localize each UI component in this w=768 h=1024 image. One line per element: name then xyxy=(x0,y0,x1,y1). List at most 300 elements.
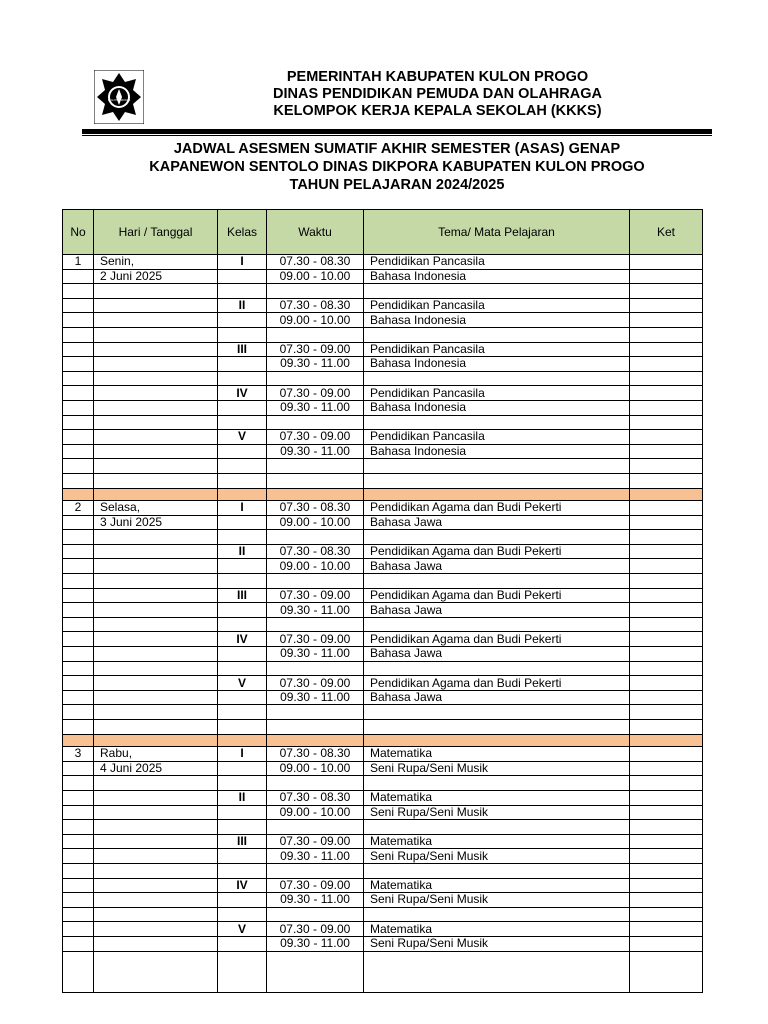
subject-cell: Bahasa Jawa xyxy=(364,647,630,662)
class-cell: II xyxy=(218,298,267,313)
note-cell xyxy=(630,690,703,705)
kulon-progo-logo xyxy=(94,70,144,124)
time-cell: 07.30 - 09.00 xyxy=(267,922,364,937)
table-row xyxy=(63,834,703,849)
subject-cell: Pendidikan Agama dan Budi Pekerti xyxy=(364,632,630,647)
no-cell xyxy=(63,559,94,574)
note-cell xyxy=(630,313,703,328)
note-cell xyxy=(630,588,703,603)
note-cell xyxy=(630,632,703,647)
day-date-cell xyxy=(94,834,218,849)
header-divider-thin xyxy=(82,135,712,136)
note-cell xyxy=(630,907,703,922)
table-row xyxy=(63,705,703,720)
no-cell xyxy=(63,515,94,530)
subject-cell: Bahasa Jawa xyxy=(364,559,630,574)
header-line-2: DINAS PENDIDIKAN PEMUDA DAN OLAHRAGA xyxy=(273,86,602,102)
time-cell: 09.00 - 10.00 xyxy=(267,269,364,284)
subject-cell: Matematika xyxy=(364,834,630,849)
title-line-3: TAHUN PELAJARAN 2024/2025 xyxy=(289,177,505,193)
no-cell xyxy=(63,386,94,401)
subject-cell: Bahasa Indonesia xyxy=(364,444,630,459)
no-cell xyxy=(63,907,94,922)
class-cell xyxy=(218,761,267,776)
subject-cell: Bahasa Jawa xyxy=(364,515,630,530)
subject-cell xyxy=(364,907,630,922)
table-row xyxy=(63,951,703,993)
time-cell: 09.30 - 11.00 xyxy=(267,893,364,908)
note-cell xyxy=(630,415,703,430)
class-cell: I xyxy=(218,747,267,762)
class-cell xyxy=(218,661,267,676)
time-cell: 09.30 - 11.00 xyxy=(267,849,364,864)
class-cell xyxy=(218,371,267,386)
day-date-cell: Senin, xyxy=(94,255,218,270)
note-cell xyxy=(630,647,703,662)
class-cell: II xyxy=(218,544,267,559)
no-cell: 3 xyxy=(63,747,94,762)
time-cell xyxy=(267,776,364,791)
day-date-cell xyxy=(94,863,218,878)
no-cell xyxy=(63,720,94,735)
subject-cell: Matematika xyxy=(364,747,630,762)
no-cell xyxy=(63,878,94,893)
no-cell xyxy=(63,617,94,632)
subject-cell: Bahasa Jawa xyxy=(364,603,630,618)
table-row xyxy=(63,588,703,603)
day-date-cell xyxy=(94,849,218,864)
table-row xyxy=(63,515,703,530)
day-date-cell xyxy=(94,459,218,474)
class-cell xyxy=(218,515,267,530)
time-cell: 09.30 - 11.00 xyxy=(267,400,364,415)
no-cell xyxy=(63,632,94,647)
time-cell: 07.30 - 08.30 xyxy=(267,747,364,762)
table-row xyxy=(63,720,703,735)
note-cell xyxy=(630,501,703,516)
time-cell: 09.00 - 10.00 xyxy=(267,761,364,776)
class-cell xyxy=(218,936,267,951)
table-row xyxy=(63,444,703,459)
table-row xyxy=(63,790,703,805)
class-cell xyxy=(218,603,267,618)
time-cell xyxy=(267,574,364,589)
table-row xyxy=(63,430,703,445)
day-date-cell xyxy=(94,617,218,632)
no-cell xyxy=(63,834,94,849)
no-cell: 1 xyxy=(63,255,94,270)
note-cell xyxy=(630,327,703,342)
time-cell: 09.00 - 10.00 xyxy=(267,515,364,530)
time-cell xyxy=(267,488,364,501)
subject-cell xyxy=(364,734,630,747)
time-cell xyxy=(267,734,364,747)
subject-cell xyxy=(364,415,630,430)
time-cell xyxy=(267,473,364,488)
time-cell: 07.30 - 09.00 xyxy=(267,632,364,647)
class-cell xyxy=(218,776,267,791)
note-cell xyxy=(630,878,703,893)
header-note: Ket xyxy=(630,210,703,255)
class-cell xyxy=(218,313,267,328)
no-cell xyxy=(63,661,94,676)
class-cell: II xyxy=(218,790,267,805)
no-cell xyxy=(63,313,94,328)
subject-cell xyxy=(364,820,630,835)
title-line-2: KAPANEWON SENTOLO DINAS DIKPORA KABUPATEN KULON PROGO xyxy=(149,159,645,175)
time-cell: 09.30 - 11.00 xyxy=(267,936,364,951)
day-date-cell xyxy=(94,530,218,545)
note-cell xyxy=(630,342,703,357)
time-cell xyxy=(267,863,364,878)
time-cell: 07.30 - 09.00 xyxy=(267,588,364,603)
class-cell xyxy=(218,488,267,501)
class-cell: V xyxy=(218,430,267,445)
day-date-cell xyxy=(94,790,218,805)
class-cell: I xyxy=(218,255,267,270)
day-date-cell xyxy=(94,588,218,603)
schedule-table xyxy=(62,209,703,993)
class-cell xyxy=(218,617,267,632)
table-row xyxy=(63,936,703,951)
day-date-cell: 3 Juni 2025 xyxy=(94,515,218,530)
table-row xyxy=(63,849,703,864)
day-date-cell xyxy=(94,936,218,951)
day-date-cell: 4 Juni 2025 xyxy=(94,761,218,776)
class-cell: V xyxy=(218,676,267,691)
class-cell: I xyxy=(218,501,267,516)
subject-cell: Bahasa Indonesia xyxy=(364,269,630,284)
subject-cell: Matematika xyxy=(364,790,630,805)
class-cell xyxy=(218,415,267,430)
no-cell xyxy=(63,327,94,342)
note-cell xyxy=(630,444,703,459)
day-date-cell xyxy=(94,805,218,820)
time-cell xyxy=(267,415,364,430)
no-cell xyxy=(63,776,94,791)
time-cell: 07.30 - 08.30 xyxy=(267,298,364,313)
subject-cell xyxy=(364,574,630,589)
day-date-cell xyxy=(94,473,218,488)
class-cell xyxy=(218,720,267,735)
header-subject: Tema/ Mata Pelajaran xyxy=(364,210,630,255)
time-cell: 09.30 - 11.00 xyxy=(267,603,364,618)
note-cell xyxy=(630,661,703,676)
day-date-cell xyxy=(94,559,218,574)
note-cell xyxy=(630,805,703,820)
table-row xyxy=(63,647,703,662)
time-cell xyxy=(267,951,364,993)
class-cell: III xyxy=(218,834,267,849)
no-cell: 2 xyxy=(63,501,94,516)
class-cell xyxy=(218,705,267,720)
time-cell: 09.00 - 10.00 xyxy=(267,313,364,328)
separator-row xyxy=(63,734,703,747)
subject-cell xyxy=(364,284,630,299)
time-cell: 07.30 - 08.30 xyxy=(267,255,364,270)
table-row xyxy=(63,269,703,284)
subject-cell xyxy=(364,776,630,791)
time-cell: 07.30 - 09.00 xyxy=(267,676,364,691)
class-cell: IV xyxy=(218,878,267,893)
table-row xyxy=(63,327,703,342)
class-cell xyxy=(218,444,267,459)
note-cell xyxy=(630,820,703,835)
table-row xyxy=(63,820,703,835)
day-date-cell xyxy=(94,603,218,618)
no-cell xyxy=(63,430,94,445)
table-row xyxy=(63,386,703,401)
day-date-cell xyxy=(94,342,218,357)
table-row xyxy=(63,776,703,791)
subject-cell xyxy=(364,951,630,993)
note-cell xyxy=(630,298,703,313)
day-date-cell: Rabu, xyxy=(94,747,218,762)
table-row xyxy=(63,878,703,893)
table-row xyxy=(63,371,703,386)
note-cell xyxy=(630,430,703,445)
subject-cell: Pendidikan Pancasila xyxy=(364,255,630,270)
subject-cell xyxy=(364,661,630,676)
table-row xyxy=(63,473,703,488)
no-cell xyxy=(63,647,94,662)
subject-cell: Seni Rupa/Seni Musik xyxy=(364,805,630,820)
time-cell: 07.30 - 08.30 xyxy=(267,544,364,559)
note-cell xyxy=(630,893,703,908)
day-date-cell xyxy=(94,878,218,893)
note-cell xyxy=(630,936,703,951)
table-row xyxy=(63,690,703,705)
no-cell xyxy=(63,588,94,603)
subject-cell: Pendidikan Agama dan Budi Pekerti xyxy=(364,501,630,516)
table-row xyxy=(63,863,703,878)
note-cell xyxy=(630,488,703,501)
class-cell xyxy=(218,805,267,820)
subject-cell: Pendidikan Pancasila xyxy=(364,430,630,445)
note-cell xyxy=(630,734,703,747)
no-cell xyxy=(63,893,94,908)
table-row xyxy=(63,501,703,516)
note-cell xyxy=(630,459,703,474)
day-date-cell xyxy=(94,327,218,342)
subject-cell xyxy=(364,705,630,720)
time-cell: 09.30 - 11.00 xyxy=(267,690,364,705)
day-date-cell xyxy=(94,298,218,313)
note-cell xyxy=(630,515,703,530)
class-cell: III xyxy=(218,588,267,603)
subject-cell: Bahasa Indonesia xyxy=(364,400,630,415)
subject-cell xyxy=(364,863,630,878)
day-date-cell xyxy=(94,544,218,559)
subject-cell: Pendidikan Pancasila xyxy=(364,386,630,401)
table-row xyxy=(63,676,703,691)
subject-cell xyxy=(364,473,630,488)
class-cell xyxy=(218,559,267,574)
class-cell xyxy=(218,357,267,372)
subject-cell: Seni Rupa/Seni Musik xyxy=(364,849,630,864)
class-cell xyxy=(218,893,267,908)
note-cell xyxy=(630,530,703,545)
subject-cell xyxy=(364,371,630,386)
class-cell xyxy=(218,849,267,864)
time-cell: 07.30 - 09.00 xyxy=(267,430,364,445)
table-row xyxy=(63,415,703,430)
table-row xyxy=(63,313,703,328)
time-cell xyxy=(267,327,364,342)
class-cell: IV xyxy=(218,386,267,401)
no-cell xyxy=(63,574,94,589)
note-cell xyxy=(630,473,703,488)
time-cell xyxy=(267,459,364,474)
note-cell xyxy=(630,269,703,284)
table-row xyxy=(63,907,703,922)
title-line-1: JADWAL ASESMEN SUMATIF AKHIR SEMESTER (ASAS) GENAP xyxy=(173,141,621,157)
no-cell xyxy=(63,849,94,864)
no-cell xyxy=(63,790,94,805)
class-cell xyxy=(218,647,267,662)
note-cell xyxy=(630,951,703,993)
time-cell: 09.30 - 11.00 xyxy=(267,444,364,459)
table-row xyxy=(63,342,703,357)
day-date-cell xyxy=(94,893,218,908)
subject-cell: Matematika xyxy=(364,878,630,893)
subject-cell xyxy=(364,720,630,735)
day-date-cell xyxy=(94,386,218,401)
time-cell: 07.30 - 09.00 xyxy=(267,834,364,849)
subject-cell: Seni Rupa/Seni Musik xyxy=(364,893,630,908)
no-cell xyxy=(63,400,94,415)
table-row xyxy=(63,893,703,908)
subject-cell xyxy=(364,459,630,474)
no-cell xyxy=(63,676,94,691)
no-cell xyxy=(63,488,94,501)
time-cell xyxy=(267,720,364,735)
day-date-cell xyxy=(94,284,218,299)
table-row xyxy=(63,761,703,776)
svg-text:KULON PROGO: KULON PROGO xyxy=(107,98,131,102)
table-row xyxy=(63,459,703,474)
separator-row xyxy=(63,488,703,501)
time-cell: 09.00 - 10.00 xyxy=(267,805,364,820)
note-cell xyxy=(630,386,703,401)
table-row xyxy=(63,298,703,313)
note-cell xyxy=(630,790,703,805)
class-cell xyxy=(218,269,267,284)
subject-cell: Matematika xyxy=(364,922,630,937)
note-cell xyxy=(630,544,703,559)
header-line-3: KELOMPOK KERJA KEPALA SEKOLAH (KKKS) xyxy=(273,103,602,119)
class-cell xyxy=(218,951,267,993)
note-cell xyxy=(630,720,703,735)
note-cell xyxy=(630,603,703,618)
no-cell xyxy=(63,936,94,951)
day-date-cell xyxy=(94,488,218,501)
no-cell xyxy=(63,690,94,705)
day-date-cell xyxy=(94,690,218,705)
note-cell xyxy=(630,776,703,791)
subject-cell xyxy=(364,617,630,632)
note-cell xyxy=(630,559,703,574)
table-row xyxy=(63,574,703,589)
table-header-row xyxy=(63,210,703,255)
class-cell: IV xyxy=(218,632,267,647)
no-cell xyxy=(63,269,94,284)
day-date-cell xyxy=(94,705,218,720)
class-cell xyxy=(218,473,267,488)
subject-cell: Pendidikan Agama dan Budi Pekerti xyxy=(364,588,630,603)
no-cell xyxy=(63,544,94,559)
subject-cell xyxy=(364,488,630,501)
note-cell xyxy=(630,747,703,762)
no-cell xyxy=(63,298,94,313)
class-cell xyxy=(218,327,267,342)
time-cell xyxy=(267,617,364,632)
subject-cell: Bahasa Indonesia xyxy=(364,357,630,372)
note-cell xyxy=(630,617,703,632)
day-date-cell: Selasa, xyxy=(94,501,218,516)
day-date-cell xyxy=(94,400,218,415)
note-cell xyxy=(630,284,703,299)
time-cell: 09.00 - 10.00 xyxy=(267,559,364,574)
header-divider-thick xyxy=(82,129,712,134)
time-cell xyxy=(267,705,364,720)
time-cell: 09.30 - 11.00 xyxy=(267,357,364,372)
note-cell xyxy=(630,834,703,849)
note-cell xyxy=(630,849,703,864)
note-cell xyxy=(630,676,703,691)
table-row xyxy=(63,805,703,820)
class-cell xyxy=(218,863,267,878)
note-cell xyxy=(630,400,703,415)
day-date-cell xyxy=(94,574,218,589)
subject-cell: Pendidikan Pancasila xyxy=(364,298,630,313)
no-cell xyxy=(63,444,94,459)
subject-cell xyxy=(364,530,630,545)
no-cell xyxy=(63,761,94,776)
no-cell xyxy=(63,863,94,878)
day-date-cell xyxy=(94,720,218,735)
class-cell xyxy=(218,284,267,299)
day-date-cell xyxy=(94,371,218,386)
table-row xyxy=(63,747,703,762)
class-cell: V xyxy=(218,922,267,937)
day-date-cell xyxy=(94,922,218,937)
subject-cell: Seni Rupa/Seni Musik xyxy=(364,761,630,776)
time-cell xyxy=(267,284,364,299)
time-cell: 07.30 - 09.00 xyxy=(267,878,364,893)
class-cell xyxy=(218,400,267,415)
subject-cell: Pendidikan Agama dan Budi Pekerti xyxy=(364,676,630,691)
day-date-cell xyxy=(94,357,218,372)
class-cell xyxy=(218,690,267,705)
day-date-cell xyxy=(94,415,218,430)
no-cell xyxy=(63,357,94,372)
time-cell xyxy=(267,907,364,922)
header-time: Waktu xyxy=(267,210,364,255)
no-cell xyxy=(63,951,94,993)
table-row xyxy=(63,400,703,415)
table-row xyxy=(63,661,703,676)
class-cell xyxy=(218,459,267,474)
header-day-date: Hari / Tanggal xyxy=(94,210,218,255)
no-cell xyxy=(63,820,94,835)
no-cell xyxy=(63,284,94,299)
day-date-cell xyxy=(94,313,218,328)
class-cell: III xyxy=(218,342,267,357)
table-row xyxy=(63,357,703,372)
no-cell xyxy=(63,459,94,474)
class-cell xyxy=(218,907,267,922)
